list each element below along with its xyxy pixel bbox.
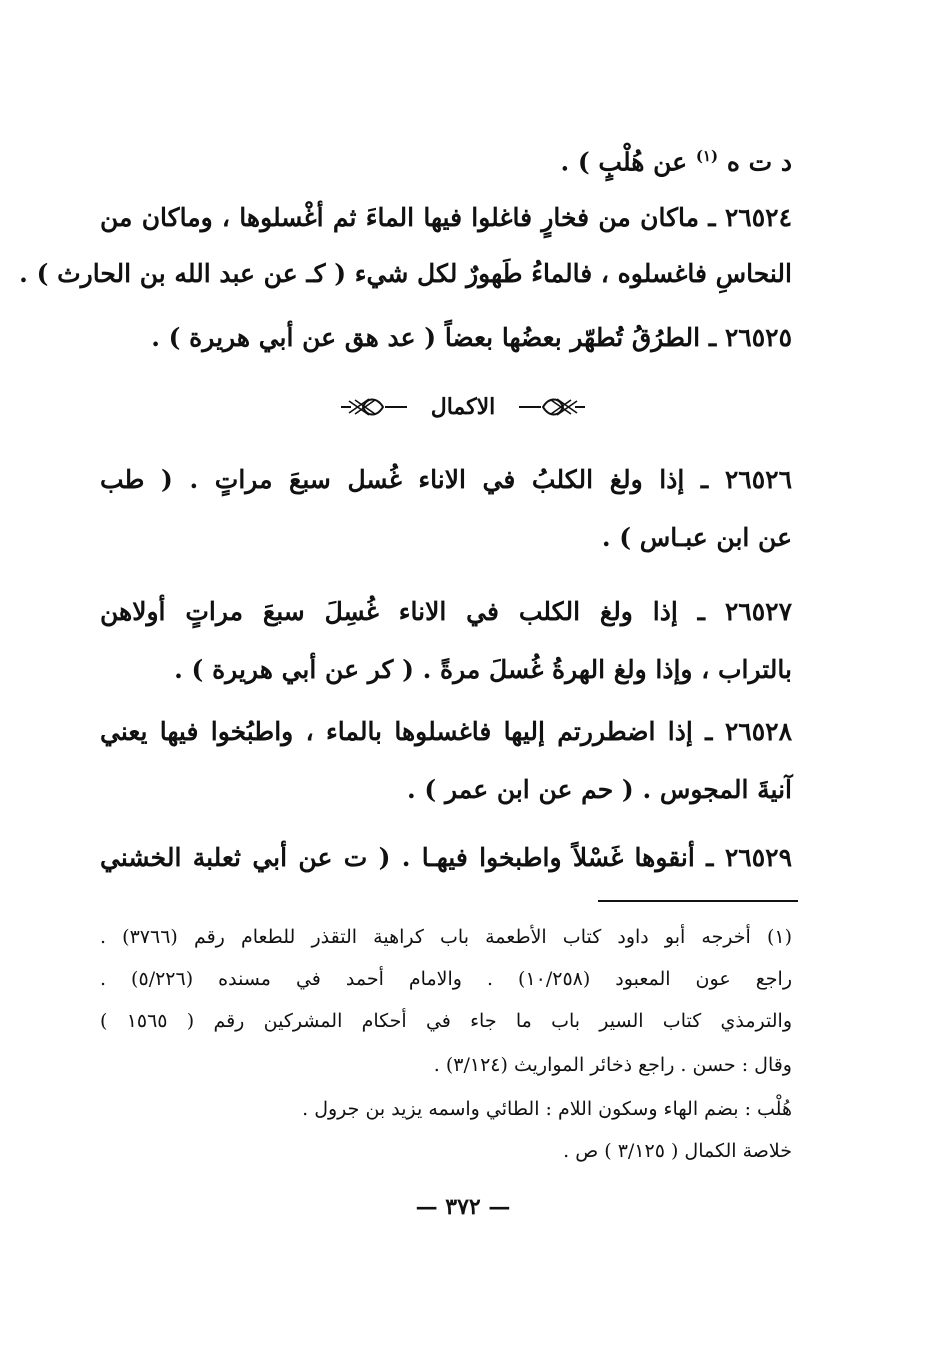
hadith-26529-line-1: ٢٦٥٢٩ ـ أنقوها غَسْلاً واطبخوا فيهـا . ( ت عن أبي ثعلبة الخشني: [100, 843, 792, 872]
hadith-26528-line-2: آنيةَ المجوس . ( حم عن ابن عمر ) .: [407, 775, 792, 804]
footnote-line-4: وقال : حسن . راجع ذخائر المواريث (٣/١٢٤) .: [433, 1054, 792, 1076]
source-narrator: عن هُلْبٍ ) .: [560, 147, 688, 177]
footnote-reference: (١): [695, 147, 719, 165]
ornament-left-icon: [339, 395, 409, 419]
hadith-26526-line-1: ٢٦٥٢٦ ـ إذا ولغ الكلبُ في الاناء غُسل سبعَ مراتٍ . ( طب: [100, 465, 792, 494]
ornament-right-icon: [517, 395, 587, 419]
hadith-26525: ٢٦٥٢٥ ـ الطرُقُ تُطهّر بعضُها بعضاً ( عد هق عن أبي هريرة ) .: [151, 323, 792, 352]
section-title: الاكمال: [430, 394, 496, 420]
footnote-divider: [598, 900, 798, 902]
page-number: — ٣٧٢ —: [415, 1194, 511, 1220]
footnote-line-3: والترمذي كتاب السير باب ما جاء في أحكام المشركين رقم ( ١٥٦٥ ): [100, 1010, 793, 1032]
text-line-1: [100, 136, 792, 176]
source-codes: د ت ه: [726, 147, 792, 177]
hadith-26526-line-2: عن ابن عبـاس ) .: [601, 523, 792, 552]
footnote-line-1: (١) أخرجه أبو داود كتاب الأطعمة باب كراهية التقذر للطعام رقم (٣٧٦٦) .: [100, 926, 792, 948]
hadith-26527-line-2: بالتراب ، وإذا ولغ الهرةُ غُسلَ مرةً . ( كر عن أبي هريرة ) .: [174, 655, 792, 684]
hadith-26528-line-1: ٢٦٥٢٨ ـ إذا اضطررتم إليها فاغسلوها بالماء ، واطبُخوا فيها يعني: [100, 717, 792, 746]
section-header: [0, 386, 926, 426]
hadith-26527-line-1: ٢٦٥٢٧ ـ إذا ولغ الكلب في الاناء غُسِلَ سبعَ مراتٍ أولاهن: [100, 597, 792, 626]
footnote-line-6: خلاصة الكمال ( ٣/١٢٥ ) ص .: [563, 1140, 792, 1162]
footnote-line-2: راجع عون المعبود (١٠/٢٥٨) . والامام أحمد في مسنده (٥/٢٢٦) .: [100, 968, 792, 990]
footnote-line-5: هُلْب : بضم الهاء وسكون اللام : الطائي واسمه يزيد بن جرول .: [302, 1098, 792, 1120]
hadith-26524-line-1: ٢٦٥٢٤ ـ ماكان من فخارٍ فاغلوا فيها الماءَ ثم أغْسلوها ، وماكان من: [100, 203, 792, 232]
hadith-26524-line-2: النحاسِ فاغسلوه ، فالماءُ طَهورٌ لكل شيء ( كـ عن عبد الله بن الحارث ) .: [19, 259, 792, 288]
